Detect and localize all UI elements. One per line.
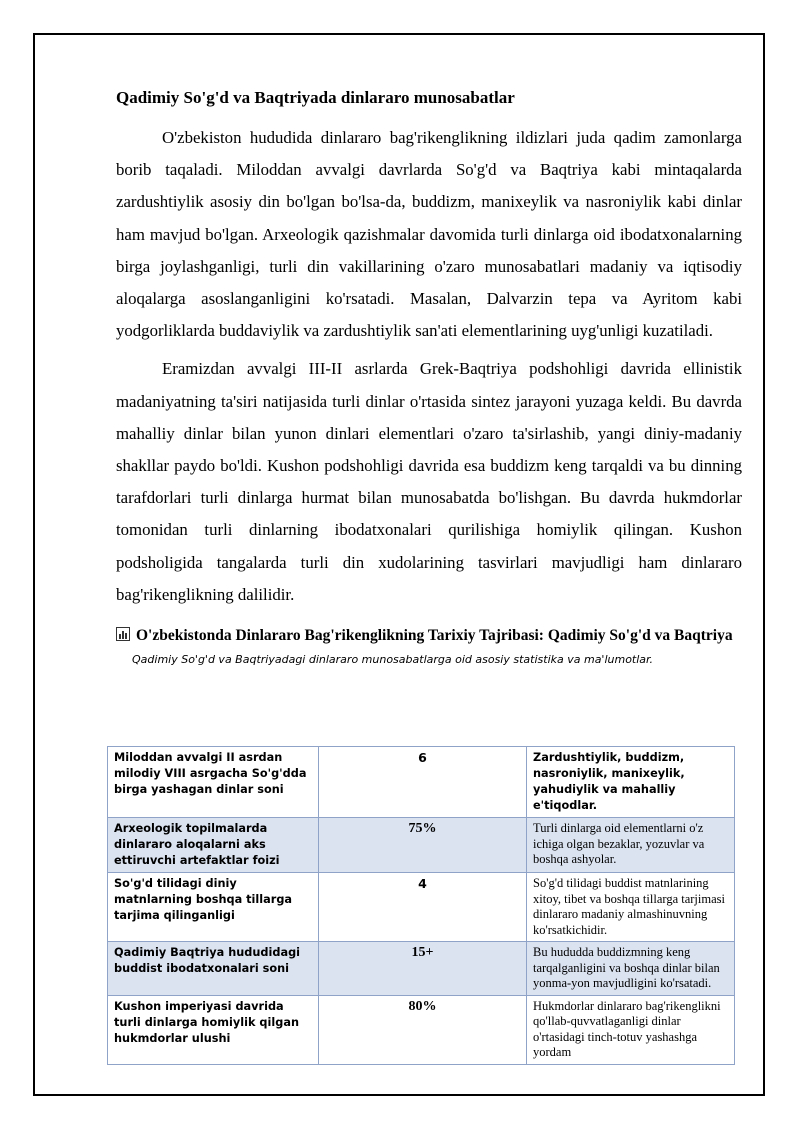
row-value: 80% <box>319 995 527 1064</box>
table-caption <box>116 625 742 646</box>
table-row <box>108 873 735 942</box>
paragraph-1: O'zbekiston hududida dinlararo bag'rikenglikning ildizlari juda qadim zamonlarga borib taqaladi. Miloddan avvalgi davrlarda So'g'd va Baqtriya kabi mintaqalarda zardushtiylik asosiy din bo'lgan bo'lsa-da, buddizm, manixeylik va nasroniylik kabi dinlar ham mavjud bo'lgan. Arxeologik qazishmalar davomida turli dinlarga oid ibodatxonalarning birga joylashganligi, turli din vakillarining o'zaro munosabatlari madaniy va iqtisodiy aloqalarga asoslanganligini ko'rsatadi. Masalan, Dalvarzin tepa va Ayritom kabi yodgorliklarda buddaviylik va zardushtiylik san'ati elementlarining uyg'unligi kuzatiladi. <box>116 128 742 341</box>
statistics-table <box>107 746 735 1065</box>
row-value: 75% <box>319 818 527 873</box>
row-label: Kushon imperiyasi davrida turli dinlarga homiylik qilgan hukmdorlar ulushi <box>108 995 319 1064</box>
row-note: Bu hududda buddizmning keng tarqalganligini va boshqa dinlar bilan yonma-yon mavjudligini ko'rsatadi. <box>527 942 735 996</box>
table-row <box>108 995 735 1064</box>
row-value: 4 <box>319 873 527 942</box>
row-value: 6 <box>319 747 527 818</box>
table-row <box>108 942 735 996</box>
row-label: Arxeologik topilmalarda dinlararo aloqalarni aks ettiruvchi artefaktlar foizi <box>108 818 319 873</box>
row-value: 15+ <box>319 942 527 996</box>
table-row <box>108 818 735 873</box>
document-title: Qadimiy So'g'd va Baqtriyada dinlararo munosabatlar <box>116 88 515 107</box>
document-body <box>116 86 742 674</box>
row-note: Hukmdorlar dinlararo bag'rikenglikni qo'llab-quvvatlaganligi dinlar o'rtasidagi tinch-totuv yashashga yordam <box>527 995 735 1064</box>
table-row <box>108 747 735 818</box>
row-note: So'g'd tilidagi buddist matnlarining xitoy, tibet va boshqa tillarga tarjimasi dinlararo madaniy almashinuvning ko'rsatkichidir. <box>527 873 735 942</box>
row-label: So'g'd tilidagi diniy matnlarning boshqa tillarga tarjima qilinganligi <box>108 873 319 942</box>
paragraph-2: Eramizdan avvalgi III-II asrlarda Grek-Baqtriya podshohligi davrida ellinistik madaniyatning ta'siri natijasida turli dinlar o'rtasida sintez jarayoni yuzaga keldi. Bu davrda mahalliy dinlar bilan yunon dinlari elementlari o'zaro ta'sirlashib, yangi diniy-madaniy shakllar paydo bo'ldi. Kushon podshohligi davrida esa buddizm keng tarqaldi va bu dinning tarafdorlari turli dinlarga hurmat bilan munosabatda bo'lishgan. Bu davrda hukmdorlar tomonidan turli dinlarning ibodatxonalari qurilishiga homiylik qilingan. Kushon podsholigida tangalarda turli din xudolarining tasvirlari mavjudligi ham dinlararo bag'rikenglikning dalilidir. <box>116 359 742 604</box>
table-caption-text: O'zbekistonda Dinlararo Bag'rikenglikning Tarixiy Tajribasi: Qadimiy So'g'd va Baqtriya <box>136 627 733 645</box>
row-label: Qadimiy Baqtriya hududidagi buddist ibodatxonalari soni <box>108 942 319 996</box>
row-label: Miloddan avvalgi II asrdan milodiy VIII asrgacha So'g'dda birga yashagan dinlar soni <box>108 747 319 818</box>
row-note: Zardushtiylik, buddizm, nasroniylik, manixeylik, yahudiylik va mahalliy e'tiqodlar. <box>527 747 735 818</box>
row-note: Turli dinlarga oid elementlarni o'z ichiga olgan bezaklar, yozuvlar va boshqa ashyolar. <box>527 818 735 873</box>
table-subcaption: Qadimiy So'g'd va Baqtriyadagi dinlararo munosabatlarga oid asosiy statistika va ma'lumotlar. <box>132 653 654 667</box>
bar-chart-icon <box>116 627 130 641</box>
